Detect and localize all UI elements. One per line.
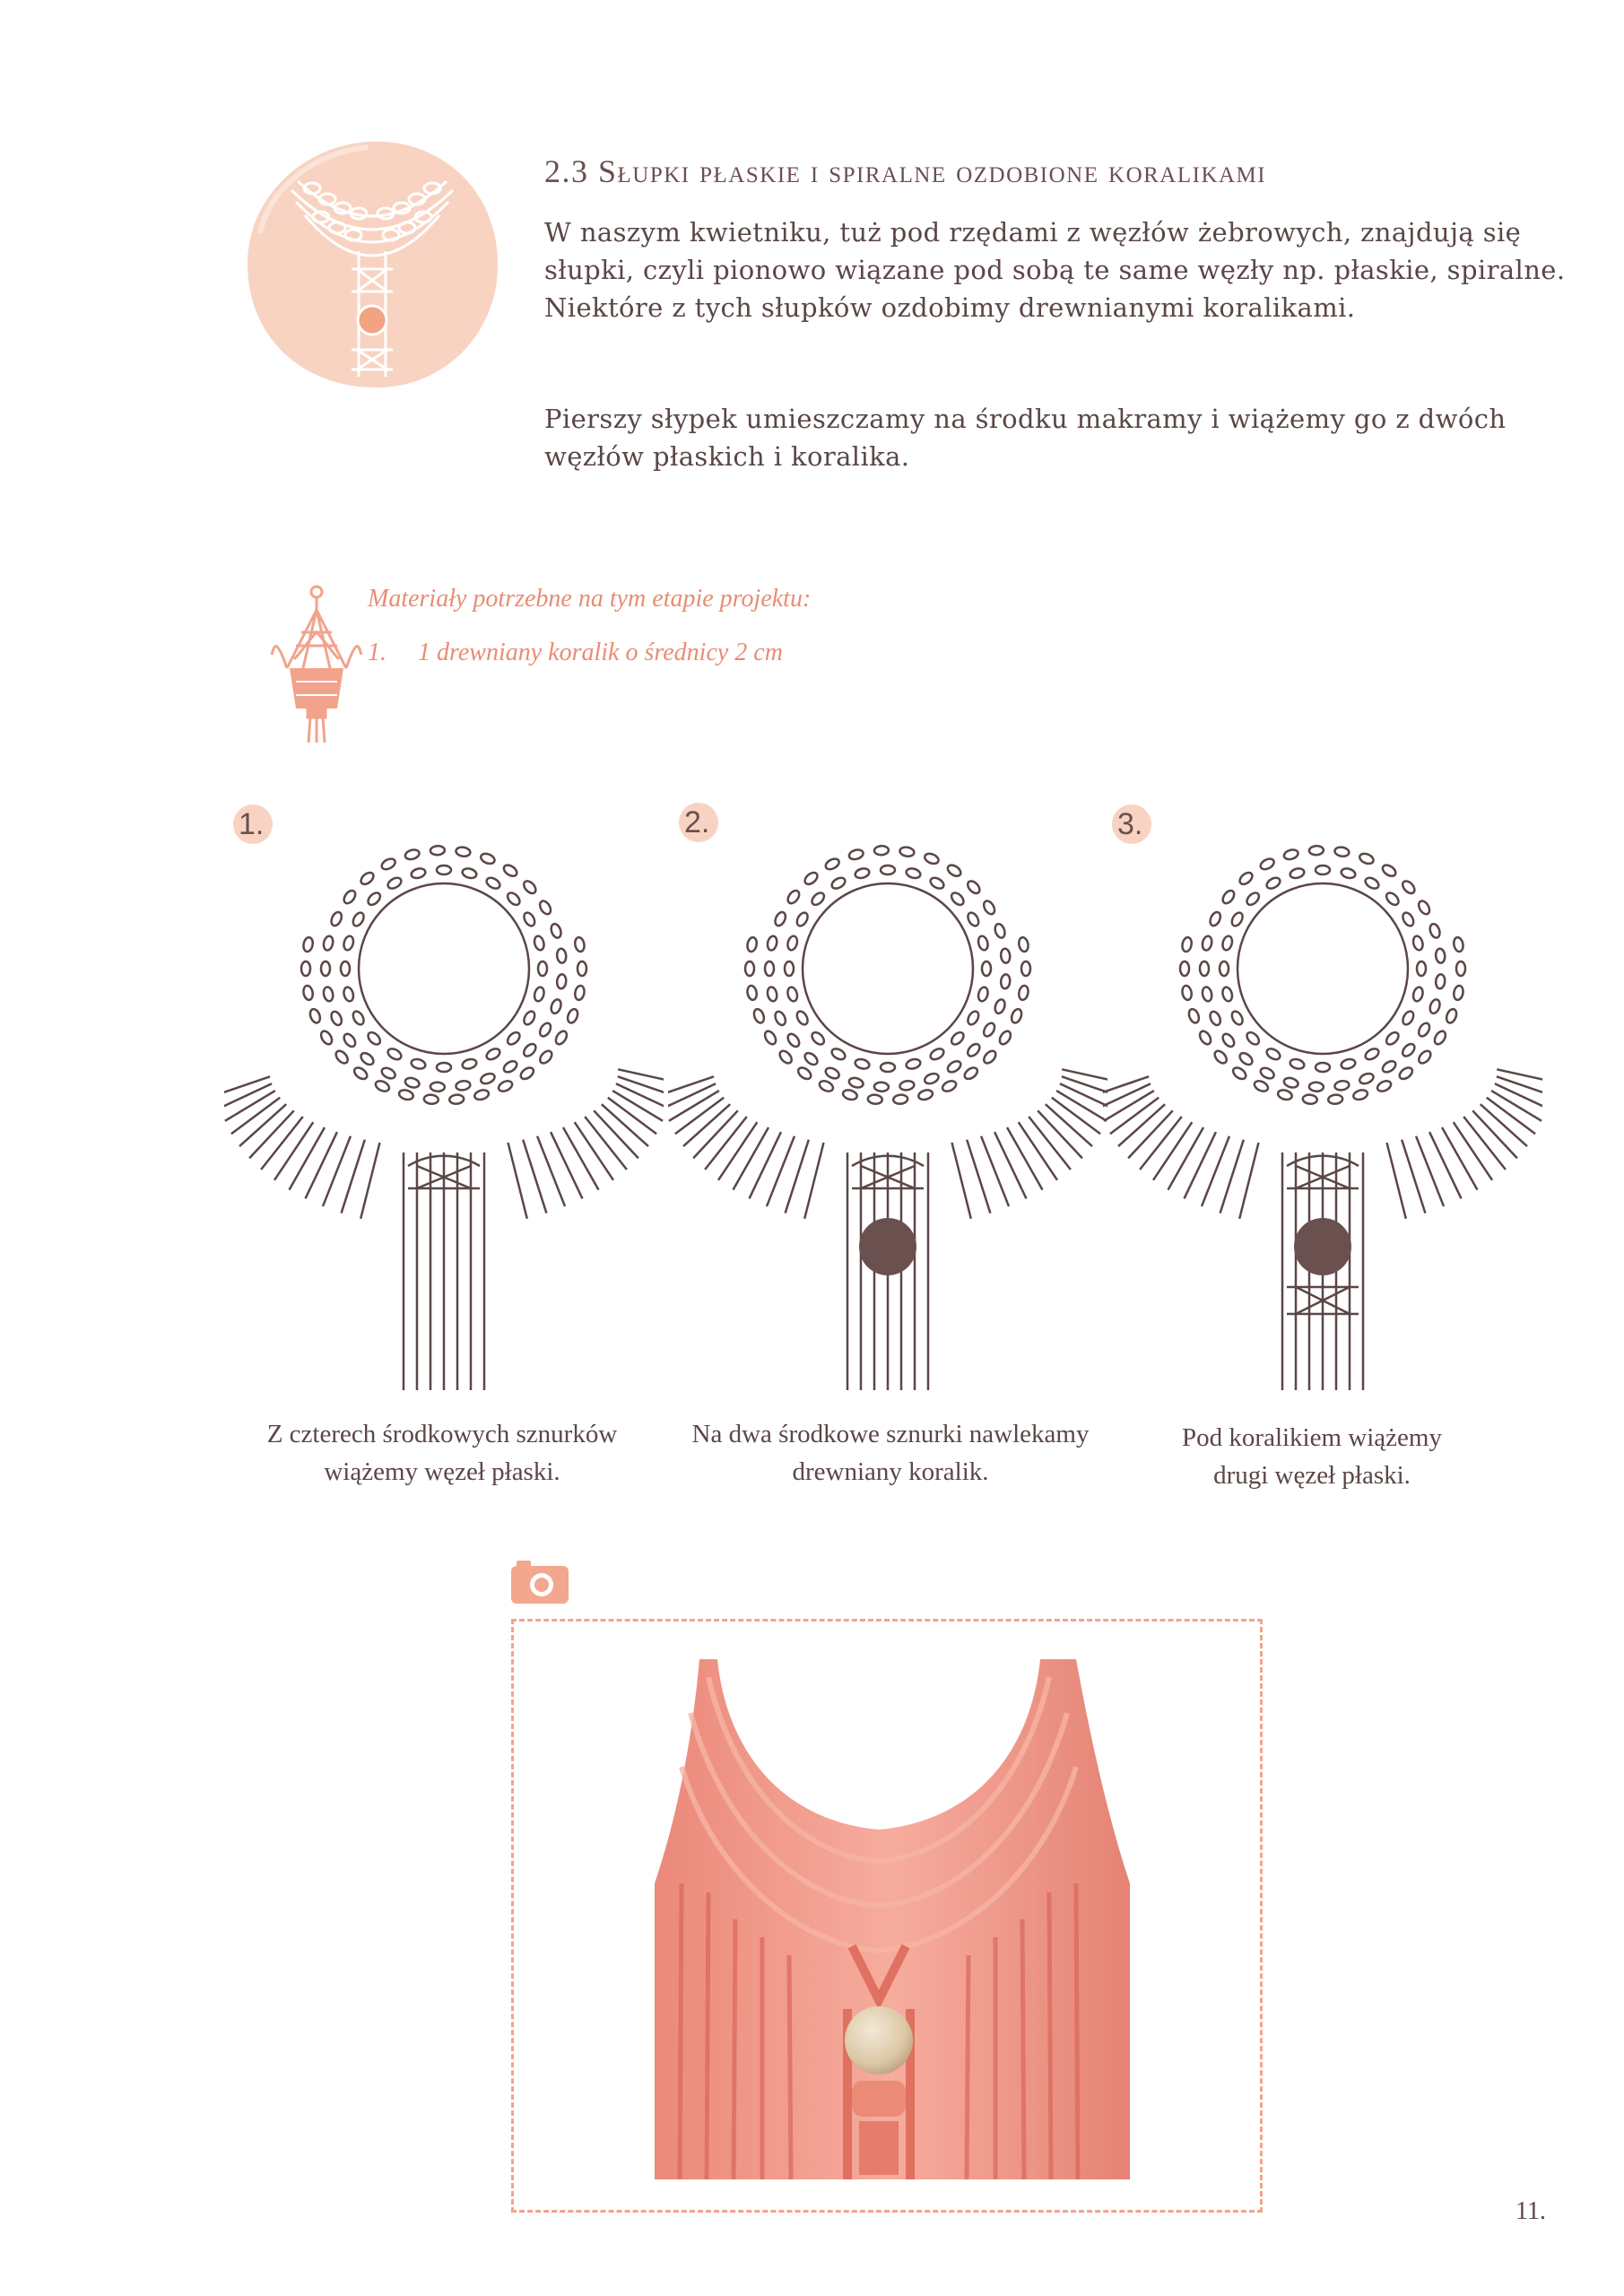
step-1-caption-line-2: wiążemy węzeł płaski. (324, 1457, 560, 1486)
step-2-caption-line-1: Na dwa środkowe sznurki nawlekamy (691, 1420, 1090, 1448)
camera-icon (509, 1559, 570, 1605)
step-3-caption-line-1: Pod koralikiem wiążemy (1182, 1423, 1442, 1452)
intro-paragraph-2: Pierszy słypek umieszczamy na środku makramy i wiążemy go z dwóch węzłów płaskich i koralika. (544, 404, 1507, 472)
macrame-photo (628, 1650, 1130, 2179)
step-2-caption (657, 1415, 1124, 1491)
step-2-illustration (668, 798, 1107, 1408)
step-3-caption-line-2: drugi węzeł płaski. (1213, 1461, 1411, 1490)
step-1-caption (209, 1415, 675, 1491)
intro-paragraph-1: W naszym kwietniku, tuż pod rzędami z węzłów żebrowych, znajdują się słupki, czyli pionowo wiązane pod sobą te same węzły np. płaskie, spiralne. Niektóre z tych słupków ozdobimy drewnianymi koralikami. (544, 217, 1566, 323)
materials-heading: Materiały potrzebne na tym etapie projektu: (368, 585, 812, 613)
step-2-badge: 2. (679, 803, 718, 842)
step-1-caption-line-1: Z czterech środkowych sznurków (266, 1420, 618, 1448)
page-number: 11. (1515, 2197, 1546, 2225)
step-2-caption-line-2: drewniany koralik. (792, 1457, 989, 1486)
materials-list-item (368, 639, 783, 667)
macrame-badge-icon (242, 135, 502, 395)
step-3-illustration (1103, 798, 1542, 1408)
step-1-illustration (224, 798, 664, 1408)
materials-item-number: 1. (368, 639, 386, 666)
step-3-badge: 3. (1112, 804, 1151, 844)
plant-hanger-icon (267, 583, 366, 744)
step-3-caption (1079, 1419, 1545, 1494)
materials-item-text: 1 drewniany koralik o średnicy 2 cm (418, 639, 783, 666)
step-1-badge: 1. (233, 804, 273, 844)
section-title: 2.3 Słupki płaskie i spiralne ozdobione koralikami (544, 153, 1267, 189)
